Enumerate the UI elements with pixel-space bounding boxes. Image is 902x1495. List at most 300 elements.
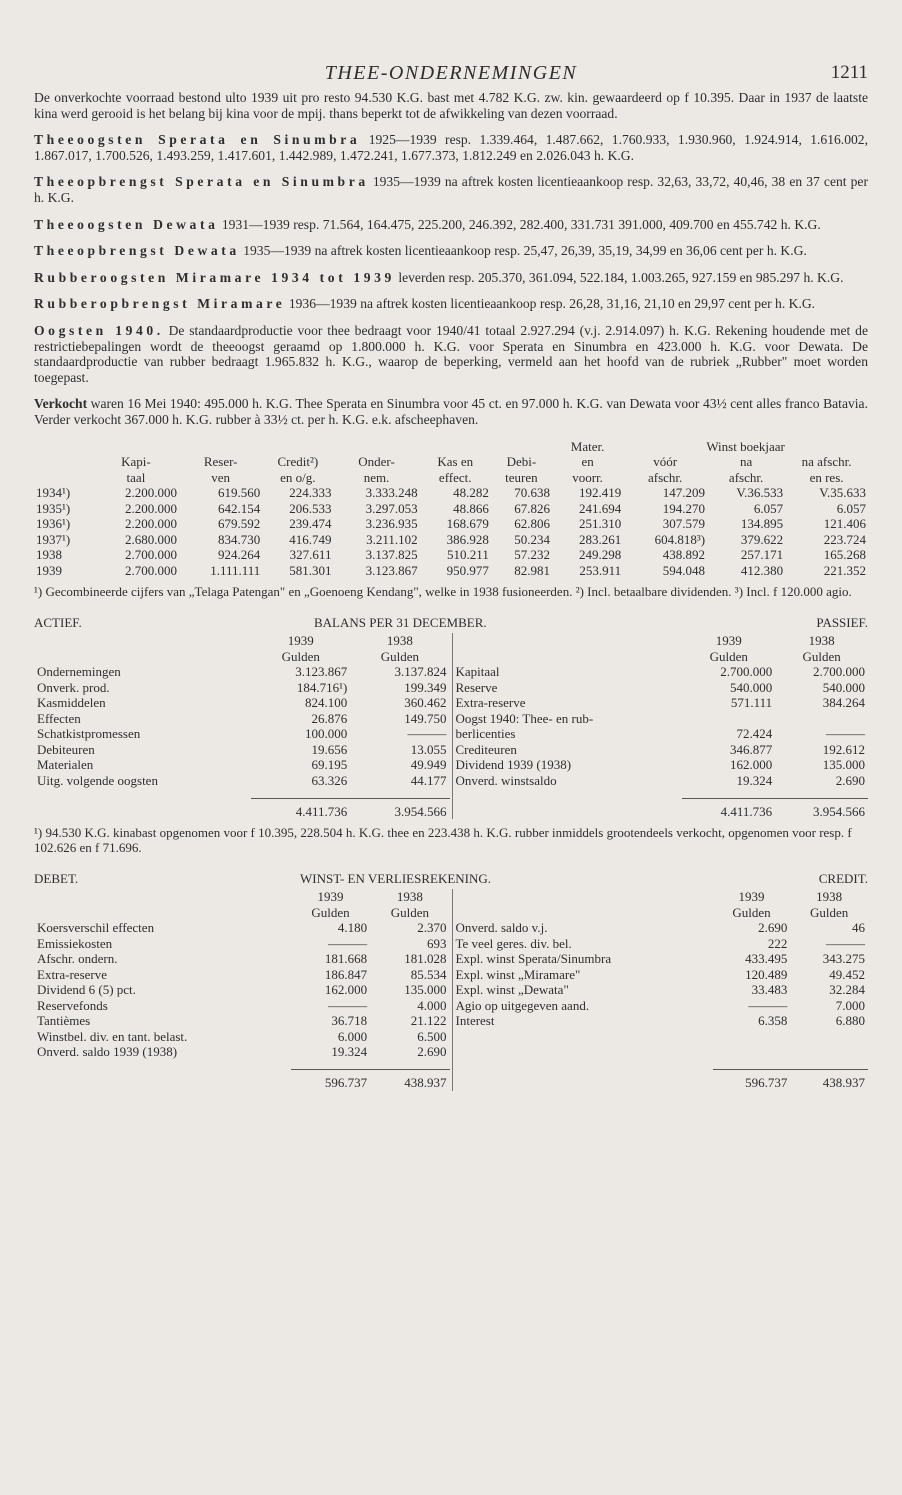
results-footnote: ¹) Gecombineerde cijfers van „Telaga Patengan" en „Goenoeng Kendang", welke in 1938 fusioneerden. ²) Incl. betaalbare dividenden. ³) Incl. f 120.000 agio. [34, 584, 852, 599]
spacer [453, 1029, 713, 1045]
value-cell: 3.123.867 [365, 562, 418, 578]
header-cell: ven [211, 469, 231, 485]
line-item [34, 982, 450, 998]
line-item [34, 695, 450, 711]
total-value: 438.937 [790, 1070, 868, 1091]
line-item [34, 773, 450, 789]
spacer [34, 905, 291, 921]
pl-credit [453, 889, 869, 1091]
header-cell: en o/g. [280, 469, 316, 485]
item-value: 3.137.824 [394, 664, 447, 679]
paragraph [34, 90, 868, 121]
item-value: 19.324 [736, 772, 773, 788]
item-value: 384.264 [822, 695, 865, 710]
total-row [453, 798, 869, 819]
item-label: Extra-reserve [455, 695, 526, 710]
value-cell: 224.333 [289, 485, 332, 500]
balance-left-label: ACTIEF. [34, 615, 82, 630]
value-cell: 192.419 [578, 485, 622, 500]
item-value: 2.690 [835, 772, 865, 788]
value-cell: 327.611 [289, 547, 332, 562]
spacer-row [34, 788, 450, 798]
value-cell: 249.298 [578, 547, 622, 562]
item-value: 346.877 [729, 741, 773, 757]
line-item [34, 726, 450, 742]
line-item [34, 967, 450, 983]
value-cell: 1.111.111 [210, 562, 261, 578]
item-value: 6.500 [417, 1028, 447, 1044]
item-label: Reservefonds [37, 997, 108, 1013]
header-cell: na afschr. [801, 454, 852, 469]
item-value: 36.718 [331, 1013, 368, 1028]
paragraph-text: leverden resp. 205.370, 361.094, 522.184, 1.003.265, 927.159 en 985.297 h. K.G. [394, 269, 844, 285]
page-title: THEE-ONDERNEMINGEN [324, 62, 578, 84]
unit-cell: Gulden [709, 648, 748, 664]
line-item [34, 742, 450, 758]
line-item [453, 726, 869, 742]
item-value: 433.495 [745, 951, 788, 966]
item-value: 26.876 [311, 710, 348, 726]
header-cell: en [581, 454, 594, 469]
value-cell: 2.680.000 [125, 531, 178, 547]
item-value: 181.028 [404, 951, 447, 966]
value-cell: 147.209 [662, 485, 706, 500]
item-value: ——— [826, 726, 865, 741]
paragraph-lead: Theeoogsten Sperata en Sinumbra [34, 132, 361, 148]
total-value: 596.737 [713, 1070, 791, 1091]
paragraph-lead: Theeopbrengst Sperata en Sinumbra [34, 174, 369, 190]
item-value: ——— [407, 726, 447, 741]
item-value: ——— [748, 997, 788, 1013]
year-cell: 1939 [36, 562, 62, 578]
spacer [453, 889, 713, 905]
year-cell: 1934¹) [36, 485, 71, 500]
item-value: 44.177 [410, 772, 447, 788]
value-cell: 679.592 [218, 516, 261, 531]
item-label: Expl. winst „Miramare" [455, 966, 581, 982]
value-cell: 251.310 [578, 516, 622, 531]
balance-right-label: PASSIEF. [816, 615, 868, 630]
table-row [34, 485, 868, 501]
unit-cell: Gulden [281, 648, 320, 664]
spacer [453, 1044, 713, 1060]
table-row [34, 516, 868, 532]
unit-row [453, 905, 869, 921]
item-value: 6.880 [835, 1013, 865, 1028]
line-item [34, 951, 450, 967]
spacer [34, 1070, 291, 1091]
spacer [34, 889, 291, 905]
paragraph-text: 1931—1939 resp. 71.564, 164.475, 225.200, 246.392, 282.400, 331.731 391.000, 409.700 en 455.742 h. K.G. [218, 216, 821, 232]
line-item [453, 982, 869, 998]
item-value: 7.000 [835, 997, 865, 1013]
line-item [453, 936, 869, 952]
line-item [34, 757, 450, 773]
line-item [34, 920, 450, 936]
spacer [453, 633, 683, 649]
pl-debit [34, 889, 450, 1091]
value-cell: 307.579 [662, 516, 706, 531]
pl-right-label: CREDIT. [818, 871, 868, 886]
item-value: 63.326 [311, 772, 348, 788]
item-value: 49.949 [410, 757, 447, 772]
header-cell: Mater. [570, 438, 605, 454]
value-cell: 416.749 [289, 531, 332, 547]
header-cell: Reser- [203, 454, 238, 469]
value-cell: 168.679 [446, 516, 489, 531]
value-cell: V.36.533 [736, 485, 784, 500]
spacer [453, 798, 683, 819]
header-cell: Kapi- [121, 454, 151, 469]
spacer-row [34, 1060, 450, 1070]
balance-liabilities [453, 633, 869, 819]
item-value [682, 711, 775, 727]
item-value: 360.462 [404, 695, 447, 710]
item-value: 571.111 [730, 695, 773, 710]
item-label: Winstbel. div. en tant. belast. [37, 1028, 188, 1044]
line-item [453, 695, 869, 711]
paragraph-text: 1935—1939 na aftrek kosten licentieaankoop resp. 25,47, 26,39, 35,19, 34,99 en 36,06 cent per h. K.G. [239, 243, 807, 259]
item-value: 13.055 [410, 741, 447, 757]
unit-row [34, 905, 450, 921]
total-value: 3.954.566 [350, 798, 449, 819]
year-cell: 1938 [36, 547, 62, 562]
year-row [34, 889, 450, 905]
value-cell: 619.560 [218, 485, 261, 500]
header-cell: taal [126, 469, 146, 485]
unit-cell: Gulden [802, 648, 841, 664]
paragraph [34, 396, 868, 427]
paragraph-text: De standaardproductie voor thee bedraagt voor 1940/41 totaal 2.927.294 (v.j. 2.914.097) h. K.G. Rekening houdende met de restrictiebepalingen wordt de theeoogst geraamd op 1.800.000 h. K.G. voor Sperata en Sinumbra en 423.000 h. K.G. voor Dewata. De standaardproductie van rubber bedraagt 1.965.832 h. K.G., waarop de beperking, vermeld aan het hoofd van de rubriek „Rubber" moet worden toegepast. [34, 322, 868, 385]
header-cell: teuren [505, 469, 538, 485]
line-item [453, 664, 869, 680]
value-cell: 70.638 [514, 485, 550, 500]
year-row [453, 889, 869, 905]
item-label: Expl. winst „Dewata" [455, 982, 569, 997]
item-value: 540.000 [729, 679, 773, 695]
paragraph [34, 243, 868, 259]
line-item [34, 936, 450, 952]
page-number: 1211 [830, 62, 868, 83]
paragraph [34, 132, 868, 163]
line-item [34, 998, 450, 1014]
value-cell: 510.211 [447, 547, 489, 562]
year-cell: 1938 [386, 633, 413, 648]
total-value: 596.737 [291, 1070, 370, 1091]
line-item [453, 998, 869, 1014]
value-cell: 386.928 [446, 531, 489, 547]
value-cell: 834.730 [218, 531, 261, 547]
item-label: Emissiekosten [37, 935, 113, 951]
paragraph-lead: Rubberopbrengst Miramare [34, 296, 286, 312]
line-item [34, 711, 450, 727]
item-value: 2.690 [417, 1044, 447, 1059]
balance-sheet [34, 615, 868, 819]
value-cell: 221.352 [823, 562, 866, 578]
profit-loss [34, 871, 868, 1091]
line-item [453, 920, 869, 936]
line-item [34, 1044, 450, 1060]
item-value: 21.122 [410, 1013, 447, 1028]
item-value: 192.612 [822, 741, 865, 757]
unit-cell: Gulden [732, 904, 771, 920]
paragraph-text: 1936—1939 na aftrek kosten licentieaankoop resp. 26,28, 31,16, 21,10 en 29,97 cent per h. K.G. [285, 296, 816, 312]
line-item [34, 680, 450, 696]
paragraph-lead: Theeopbrengst Dewata [34, 243, 240, 259]
item-label: Onverd. saldo v.j. [455, 920, 548, 935]
running-header [34, 56, 868, 90]
spacer [453, 1060, 713, 1070]
item-label: Kasmiddelen [37, 695, 106, 710]
year-cell: 1937¹) [36, 531, 71, 547]
results-table [34, 439, 868, 579]
paragraph [34, 217, 868, 233]
paragraph-lead: Verkocht [34, 396, 88, 412]
item-value: 2.690 [758, 920, 788, 935]
unit-cell: Gulden [810, 904, 849, 920]
item-value: 69.195 [311, 757, 348, 772]
item-label: Dividend 6 (5) pct. [37, 982, 136, 997]
total-row [34, 798, 450, 819]
spacer [34, 798, 251, 819]
year-row [453, 633, 869, 649]
item-label: Koersverschil effecten [37, 920, 155, 935]
balance-assets [34, 633, 450, 819]
year-cell: 1939 [715, 633, 742, 648]
item-value: 162.000 [729, 757, 773, 772]
item-value: 33.483 [751, 982, 788, 997]
item-value: 199.349 [404, 679, 447, 695]
unit-cell: Gulden [390, 904, 429, 920]
balance-footnote: ¹) 94.530 K.G. kinabast opgenomen voor f 10.395, 228.504 h. K.G. thee en 223.438 h. K.G. rubber inmiddels grootendeels verkocht, opgenomen voor resp. f 102.626 en f 71.696. [34, 825, 852, 855]
unit-row [453, 649, 869, 665]
value-cell: 3.297.053 [365, 500, 418, 516]
item-label: Crediteuren [455, 741, 517, 757]
year-cell: 1939 [738, 889, 765, 904]
value-cell: 2.700.000 [125, 562, 178, 578]
pl-left-label: DEBET. [34, 871, 79, 886]
value-cell: 194.270 [662, 500, 706, 516]
item-label: Reserve [455, 679, 498, 695]
year-cell: 1939 [287, 633, 314, 648]
paragraph [34, 270, 868, 286]
year-cell: 1938 [396, 889, 423, 904]
item-label: Te veel geres. div. bel. [455, 935, 572, 951]
header-cell: nem. [363, 469, 390, 485]
value-cell: 50.234 [514, 531, 550, 547]
value-cell: 253.911 [579, 562, 622, 578]
value-cell: 924.264 [218, 547, 261, 562]
value-cell: 57.232 [514, 547, 550, 562]
item-value: 824.100 [305, 695, 348, 710]
value-cell: 6.057 [836, 500, 866, 516]
value-cell: 134.895 [740, 516, 784, 531]
spacer-row [453, 1044, 869, 1060]
header-cell: Debi- [506, 454, 537, 469]
value-cell: 121.406 [823, 516, 866, 531]
item-label: Ondernemingen [37, 664, 121, 679]
item-value: 149.750 [404, 710, 447, 726]
value-cell: 2.200.000 [125, 485, 178, 500]
table-row [34, 547, 868, 563]
item-value: 72.424 [736, 726, 773, 741]
line-item [453, 951, 869, 967]
value-cell: 62.806 [514, 516, 550, 531]
line-item [453, 773, 869, 789]
paragraph-text: De onverkochte voorraad bestond ulto 1939 uit pro resto 94.530 K.G. bast met 4.782 K.G. zw. kin. gewaardeerd op f 10.395. Daar in 1937 de laatste kina werd gerooid is het belang bij kina voor de mpij. thans beperkt tot de afwikkeling van dezen voorraad. [34, 90, 868, 121]
value-cell: 3.211.102 [366, 531, 418, 547]
spacer [34, 649, 251, 665]
item-value: 6.000 [337, 1028, 368, 1044]
header-cell: afschr. [647, 469, 683, 485]
paragraph-text: waren 16 Mei 1940: 495.000 h. K.G. Thee Sperata en Sinumbra voor 45 ct. en 97.000 h. K.G. van Dewata voor 43½ cent alles franco Batavia. Verder verkocht 367.000 h. K.G. rubber à 33½ ct. per h. K.G. e.k. afscheephaven. [34, 396, 868, 427]
body-text [34, 90, 868, 428]
item-value: 343.275 [822, 951, 865, 966]
year-cell: 1938 [808, 633, 835, 648]
item-label: Uitg. volgende oogsten [37, 772, 158, 788]
year-cell: 1939 [317, 889, 344, 904]
total-value: 438.937 [370, 1070, 449, 1091]
value-cell: 6.057 [753, 500, 784, 516]
value-cell: 2.700.000 [125, 547, 178, 562]
paragraph [34, 174, 868, 205]
table-row [34, 563, 868, 579]
unit-cell: Gulden [380, 648, 420, 664]
year-cell: 1935¹) [36, 500, 71, 516]
line-item [453, 967, 869, 983]
header-cell [34, 439, 552, 455]
spacer [453, 905, 713, 921]
item-label: Onverk. prod. [37, 679, 110, 695]
value-cell: 239.474 [289, 516, 332, 531]
item-label: Agio op uitgegeven aand. [455, 997, 590, 1013]
item-value: 46 [852, 920, 865, 935]
item-label: Tantièmes [37, 1013, 91, 1028]
item-value: 186.847 [324, 966, 368, 982]
value-cell: 581.301 [289, 562, 332, 578]
header-row [34, 439, 868, 455]
value-cell: 82.981 [514, 562, 550, 578]
value-cell: 3.137.825 [365, 547, 418, 562]
item-value: 32.284 [829, 982, 865, 997]
total-value: 4.411.736 [251, 798, 350, 819]
spacer [34, 633, 251, 649]
value-cell: 283.261 [578, 531, 622, 547]
line-item [453, 757, 869, 773]
item-label: Oogst 1940: Thee- en rub- [455, 710, 594, 726]
item-label: Extra-reserve [37, 966, 108, 982]
value-cell: 206.533 [289, 500, 332, 516]
item-value: 135.000 [822, 757, 865, 772]
item-value: 693 [427, 935, 447, 951]
item-value: 120.489 [745, 966, 788, 982]
paragraph-lead: Rubberoogsten Miramare 1934 tot 1939 [34, 269, 395, 285]
header-cell: Winst boekjaar [706, 438, 785, 454]
item-value: 135.000 [404, 982, 447, 997]
value-cell: 3.236.935 [365, 516, 418, 531]
item-value: 4.000 [417, 997, 447, 1013]
item-value: ——— [328, 997, 368, 1013]
total-row [453, 1070, 869, 1091]
paragraph-text: 1925—1939 resp. 1.339.464, 1.487.662, 1.760.933, 1.930.960, 1.924.914, 1.616.002, 1.867.017, 1.700.526, 1.493.259, 1.417.601, 1.442.989, 1.472.241, 1.677.373, 1.812.249 en 2.026.043 h. K.G. [34, 132, 868, 163]
unit-cell: Gulden [311, 904, 350, 920]
header-cell [34, 454, 93, 470]
header-cell: en res. [809, 469, 844, 485]
item-label: Expl. winst Sperata/Sinumbra [455, 951, 612, 966]
value-cell: 48.866 [453, 500, 489, 516]
pl-title: WINST- EN VERLIESREKENING. [300, 871, 492, 886]
spacer-row [453, 1029, 869, 1045]
item-label: Onverd. winstsaldo [455, 772, 557, 788]
item-value: ——— [328, 935, 368, 951]
header-cell: Onder- [358, 454, 395, 469]
spacer [453, 788, 683, 798]
pl-heading [34, 871, 868, 889]
page [34, 56, 868, 1091]
value-cell: 3.333.248 [365, 485, 418, 500]
item-value: 540.000 [822, 679, 865, 695]
item-label: Interest [455, 1013, 495, 1028]
header-cell: afschr. [728, 469, 764, 485]
header-cell: voorr. [572, 469, 603, 485]
item-value: 19.324 [331, 1044, 368, 1059]
item-value: ——— [826, 935, 865, 951]
balance-title: BALANS PER 31 DECEMBER. [314, 615, 487, 630]
table-row [34, 501, 868, 517]
spacer [453, 1070, 713, 1091]
value-cell: 48.282 [453, 485, 489, 500]
item-value: 184.716¹) [296, 679, 348, 695]
value-cell: 642.154 [218, 500, 261, 516]
value-cell: 67.826 [514, 500, 550, 516]
value-cell: 438.892 [662, 547, 706, 562]
year-row [34, 633, 450, 649]
item-label: Materialen [37, 757, 94, 772]
header-row [34, 470, 868, 486]
item-label: Dividend 1939 (1938) [455, 757, 572, 772]
total-value: 3.954.566 [775, 798, 868, 819]
item-label: berlicenties [455, 726, 516, 741]
spacer-row [453, 788, 869, 798]
header-cell: effect. [438, 469, 472, 485]
balance-heading [34, 615, 868, 633]
item-value: 100.000 [305, 726, 348, 741]
year-cell: 1938 [816, 889, 843, 904]
item-value: 3.123.867 [295, 664, 348, 679]
item-value: 162.000 [324, 982, 368, 997]
value-cell: 950.977 [446, 562, 489, 578]
line-item [453, 1013, 869, 1029]
value-cell: 594.048 [662, 562, 706, 578]
item-label: Debiteuren [37, 741, 95, 757]
line-item [34, 1029, 450, 1045]
item-value: 6.358 [758, 1013, 788, 1028]
value-cell: 257.171 [740, 547, 784, 562]
spacer [453, 649, 683, 665]
item-label: Effecten [37, 710, 81, 726]
line-item [453, 711, 869, 727]
value-cell: V.35.633 [819, 485, 866, 500]
value-cell: 223.724 [823, 531, 866, 547]
item-value: 222 [767, 935, 788, 951]
paragraph-text: 1935—1939 na aftrek kosten licentieaankoop resp. 32,63, 33,72, 40,46, 38 en 37 cent per h. K.G. [34, 174, 868, 205]
item-value: 4.180 [337, 920, 368, 935]
paragraph [34, 296, 868, 312]
header-cell: vóór [653, 454, 678, 469]
value-cell: 241.694 [578, 500, 622, 516]
line-item [453, 680, 869, 696]
value-cell: 165.268 [823, 547, 866, 562]
